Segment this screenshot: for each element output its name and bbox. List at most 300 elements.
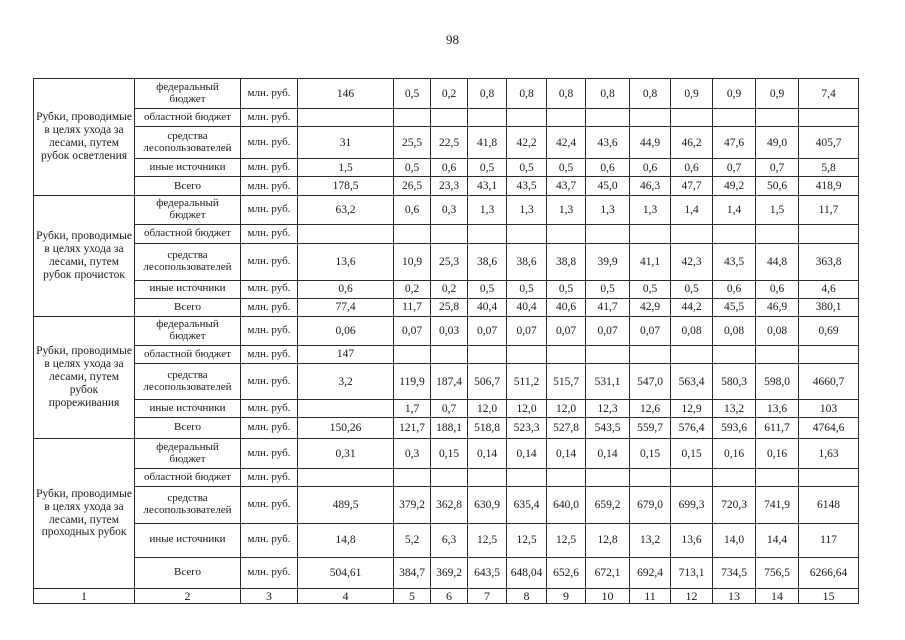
value-cell: 46,3 xyxy=(630,177,671,196)
value-cell: 12,5 xyxy=(468,523,507,557)
column-number-cell: 14 xyxy=(756,588,799,603)
column-number-cell: 15 xyxy=(799,588,859,603)
table-row xyxy=(34,109,859,127)
value-cell: 0,6 xyxy=(431,159,468,177)
value-cell: 543,5 xyxy=(586,418,630,439)
unit-cell: млн. руб. xyxy=(241,316,298,345)
source-cell-federal: федеральный бюджет xyxy=(135,79,241,109)
value-cell: 0,07 xyxy=(507,316,547,345)
category-cell: Рубки, проводимые в целях ухода за лесами, путем проходных рубок xyxy=(34,439,135,589)
value-cell: 1,63 xyxy=(799,439,859,469)
table-body xyxy=(34,79,859,604)
value-cell: 0,06 xyxy=(298,316,394,345)
value-cell: 47,6 xyxy=(713,127,756,159)
value-cell: 13,6 xyxy=(298,243,394,280)
value-cell: 119,9 xyxy=(394,364,431,400)
source-cell-total: Всего xyxy=(135,418,241,439)
source-cell-regional: областной бюджет xyxy=(135,224,241,243)
value-cell: 0,3 xyxy=(394,439,431,469)
value-cell xyxy=(298,469,394,487)
value-cell: 0,6 xyxy=(394,196,431,224)
value-cell: 0,5 xyxy=(394,159,431,177)
value-cell xyxy=(298,224,394,243)
column-number-cell: 6 xyxy=(431,588,468,603)
table-row xyxy=(34,418,859,439)
unit-cell: млн. руб. xyxy=(241,224,298,243)
category-cell: Рубки, проводимые в целях ухода за лесами, путем рубок прочисток xyxy=(34,196,135,316)
value-cell: 1,3 xyxy=(507,196,547,224)
value-cell: 0,7 xyxy=(756,159,799,177)
value-cell: 0,16 xyxy=(713,439,756,469)
value-cell: 611,7 xyxy=(756,418,799,439)
source-cell-total: Всего xyxy=(135,177,241,196)
value-cell xyxy=(630,109,671,127)
value-cell: 42,9 xyxy=(630,298,671,316)
value-cell: 25,5 xyxy=(394,127,431,159)
value-cell xyxy=(671,469,713,487)
value-cell xyxy=(713,469,756,487)
value-cell: 1,4 xyxy=(671,196,713,224)
value-cell: 418,9 xyxy=(799,177,859,196)
value-cell: 384,7 xyxy=(394,557,431,588)
value-cell: 559,7 xyxy=(630,418,671,439)
value-cell: 187,4 xyxy=(431,364,468,400)
value-cell: 45,0 xyxy=(586,177,630,196)
source-cell-other: иные источники xyxy=(135,523,241,557)
value-cell: 46,2 xyxy=(671,127,713,159)
value-cell: 563,4 xyxy=(671,364,713,400)
value-cell xyxy=(507,469,547,487)
value-cell: 0,8 xyxy=(630,79,671,109)
value-cell: 40,6 xyxy=(547,298,586,316)
value-cell xyxy=(799,345,859,363)
value-cell: 648,04 xyxy=(507,557,547,588)
table-row xyxy=(34,159,859,177)
value-cell: 12,0 xyxy=(468,400,507,418)
value-cell xyxy=(630,224,671,243)
value-cell xyxy=(468,109,507,127)
source-cell-federal: федеральный бюджет xyxy=(135,196,241,224)
source-cell-other: иные источники xyxy=(135,280,241,298)
value-cell: 3,2 xyxy=(298,364,394,400)
value-cell: 0,15 xyxy=(671,439,713,469)
value-cell xyxy=(671,224,713,243)
table-row xyxy=(34,364,859,400)
value-cell: 77,4 xyxy=(298,298,394,316)
value-cell: 0,69 xyxy=(799,316,859,345)
table-row xyxy=(34,523,859,557)
value-cell: 12,0 xyxy=(507,400,547,418)
value-cell xyxy=(547,109,586,127)
value-cell xyxy=(586,224,630,243)
value-cell: 692,4 xyxy=(630,557,671,588)
column-number-cell: 3 xyxy=(241,588,298,603)
value-cell: 0,14 xyxy=(586,439,630,469)
value-cell: 0,5 xyxy=(394,79,431,109)
value-cell xyxy=(468,345,507,363)
value-cell: 379,2 xyxy=(394,487,431,523)
unit-cell: млн. руб. xyxy=(241,159,298,177)
value-cell: 0,2 xyxy=(394,280,431,298)
value-cell: 12,5 xyxy=(507,523,547,557)
value-cell xyxy=(586,469,630,487)
table-row xyxy=(34,487,859,523)
value-cell: 41,1 xyxy=(630,243,671,280)
value-cell xyxy=(799,224,859,243)
table-row xyxy=(34,177,859,196)
value-cell: 652,6 xyxy=(547,557,586,588)
value-cell xyxy=(713,109,756,127)
value-cell: 44,8 xyxy=(756,243,799,280)
value-cell: 527,8 xyxy=(547,418,586,439)
value-cell: 23,3 xyxy=(431,177,468,196)
value-cell: 103 xyxy=(799,400,859,418)
unit-cell: млн. руб. xyxy=(241,280,298,298)
value-cell: 45,5 xyxy=(713,298,756,316)
value-cell: 40,4 xyxy=(507,298,547,316)
value-cell: 0,8 xyxy=(507,79,547,109)
unit-cell: млн. руб. xyxy=(241,243,298,280)
table-row xyxy=(34,469,859,487)
value-cell: 13,2 xyxy=(713,400,756,418)
value-cell: 12,0 xyxy=(547,400,586,418)
column-number-cell: 12 xyxy=(671,588,713,603)
value-cell xyxy=(547,224,586,243)
value-cell: 0,15 xyxy=(630,439,671,469)
value-cell: 362,8 xyxy=(431,487,468,523)
value-cell xyxy=(298,400,394,418)
column-number-cell: 13 xyxy=(713,588,756,603)
value-cell xyxy=(507,345,547,363)
value-cell: 25,8 xyxy=(431,298,468,316)
table-row xyxy=(34,196,859,224)
page-number: 98 xyxy=(446,32,459,47)
table-row xyxy=(34,345,859,363)
source-cell-other: иные источники xyxy=(135,400,241,418)
value-cell: 0,2 xyxy=(431,79,468,109)
value-cell: 511,2 xyxy=(507,364,547,400)
value-cell: 39,9 xyxy=(586,243,630,280)
value-cell: 49,0 xyxy=(756,127,799,159)
value-cell: 506,7 xyxy=(468,364,507,400)
value-cell: 5,8 xyxy=(799,159,859,177)
value-cell: 13,6 xyxy=(671,523,713,557)
value-cell: 1,5 xyxy=(756,196,799,224)
value-cell: 0,6 xyxy=(586,159,630,177)
value-cell: 49,2 xyxy=(713,177,756,196)
value-cell: 38,8 xyxy=(547,243,586,280)
value-cell: 25,3 xyxy=(431,243,468,280)
value-cell: 41,8 xyxy=(468,127,507,159)
value-cell: 0,5 xyxy=(671,280,713,298)
value-cell: 47,7 xyxy=(671,177,713,196)
value-cell: 1,3 xyxy=(468,196,507,224)
value-cell xyxy=(507,109,547,127)
value-cell: 0,5 xyxy=(630,280,671,298)
value-cell: 0,08 xyxy=(756,316,799,345)
value-cell: 43,7 xyxy=(547,177,586,196)
value-cell: 1,3 xyxy=(547,196,586,224)
value-cell xyxy=(756,469,799,487)
value-cell: 363,8 xyxy=(799,243,859,280)
value-cell: 10,9 xyxy=(394,243,431,280)
value-cell xyxy=(756,224,799,243)
value-cell xyxy=(298,109,394,127)
column-number-cell: 10 xyxy=(586,588,630,603)
value-cell: 679,0 xyxy=(630,487,671,523)
value-cell: 0,6 xyxy=(756,280,799,298)
value-cell: 188,1 xyxy=(431,418,468,439)
value-cell: 1,7 xyxy=(394,400,431,418)
value-cell: 0,07 xyxy=(468,316,507,345)
value-cell: 41,7 xyxy=(586,298,630,316)
table-row xyxy=(34,298,859,316)
value-cell xyxy=(630,345,671,363)
category-cell: Рубки, проводимые в целях ухода за лесами, путем рубок прореживания xyxy=(34,316,135,438)
value-cell: 734,5 xyxy=(713,557,756,588)
column-number-cell: 4 xyxy=(298,588,394,603)
value-cell: 0,9 xyxy=(713,79,756,109)
unit-cell: млн. руб. xyxy=(241,109,298,127)
value-cell: 531,1 xyxy=(586,364,630,400)
column-number-cell: 7 xyxy=(468,588,507,603)
value-cell xyxy=(431,469,468,487)
column-number-cell: 9 xyxy=(547,588,586,603)
column-number-cell: 11 xyxy=(630,588,671,603)
value-cell: 13,6 xyxy=(756,400,799,418)
value-cell: 380,1 xyxy=(799,298,859,316)
value-cell: 0,07 xyxy=(547,316,586,345)
value-cell: 11,7 xyxy=(394,298,431,316)
value-cell: 14,0 xyxy=(713,523,756,557)
column-number-cell: 1 xyxy=(34,588,135,603)
value-cell: 146 xyxy=(298,79,394,109)
table-row xyxy=(34,557,859,588)
value-cell: 0,7 xyxy=(713,159,756,177)
value-cell xyxy=(630,469,671,487)
value-cell xyxy=(507,224,547,243)
value-cell: 0,6 xyxy=(630,159,671,177)
value-cell: 720,3 xyxy=(713,487,756,523)
source-cell-users: средства лесопользователей xyxy=(135,364,241,400)
value-cell: 0,07 xyxy=(394,316,431,345)
value-cell: 0,8 xyxy=(547,79,586,109)
value-cell: 756,5 xyxy=(756,557,799,588)
value-cell: 43,5 xyxy=(713,243,756,280)
value-cell xyxy=(586,345,630,363)
value-cell: 50,6 xyxy=(756,177,799,196)
value-cell: 4,6 xyxy=(799,280,859,298)
value-cell: 598,0 xyxy=(756,364,799,400)
value-cell: 0,9 xyxy=(671,79,713,109)
column-number-cell: 2 xyxy=(135,588,241,603)
unit-cell: млн. руб. xyxy=(241,418,298,439)
value-cell: 117 xyxy=(799,523,859,557)
value-cell: 38,6 xyxy=(468,243,507,280)
value-cell: 4660,7 xyxy=(799,364,859,400)
table-row xyxy=(34,79,859,109)
unit-cell: млн. руб. xyxy=(241,400,298,418)
value-cell: 12,6 xyxy=(630,400,671,418)
source-cell-federal: федеральный бюджет xyxy=(135,439,241,469)
value-cell: 0,6 xyxy=(713,280,756,298)
value-cell: 121,7 xyxy=(394,418,431,439)
value-cell: 12,9 xyxy=(671,400,713,418)
unit-cell: млн. руб. xyxy=(241,298,298,316)
value-cell: 12,5 xyxy=(547,523,586,557)
value-cell: 635,4 xyxy=(507,487,547,523)
value-cell: 38,6 xyxy=(507,243,547,280)
value-cell: 640,0 xyxy=(547,487,586,523)
value-cell: 6266,64 xyxy=(799,557,859,588)
value-cell: 576,4 xyxy=(671,418,713,439)
table-row xyxy=(34,127,859,159)
unit-cell: млн. руб. xyxy=(241,439,298,469)
value-cell: 1,4 xyxy=(713,196,756,224)
category-cell: Рубки, проводимые в целях ухода за лесами, путем рубок осветления xyxy=(34,79,135,196)
value-cell: 0,07 xyxy=(586,316,630,345)
value-cell: 0,31 xyxy=(298,439,394,469)
value-cell: 11,7 xyxy=(799,196,859,224)
value-cell xyxy=(431,345,468,363)
value-cell: 42,3 xyxy=(671,243,713,280)
value-cell xyxy=(756,345,799,363)
value-cell: 0,5 xyxy=(468,280,507,298)
value-cell xyxy=(394,109,431,127)
value-cell: 44,9 xyxy=(630,127,671,159)
value-cell: 46,9 xyxy=(756,298,799,316)
value-cell: 0,6 xyxy=(671,159,713,177)
value-cell: 0,07 xyxy=(630,316,671,345)
unit-cell: млн. руб. xyxy=(241,523,298,557)
value-cell: 0,9 xyxy=(756,79,799,109)
value-cell xyxy=(756,109,799,127)
value-cell: 0,6 xyxy=(298,280,394,298)
value-cell: 1,5 xyxy=(298,159,394,177)
value-cell: 0,14 xyxy=(468,439,507,469)
value-cell xyxy=(713,224,756,243)
value-cell: 630,9 xyxy=(468,487,507,523)
value-cell xyxy=(394,224,431,243)
value-cell xyxy=(394,345,431,363)
unit-cell: млн. руб. xyxy=(241,196,298,224)
value-cell: 593,6 xyxy=(713,418,756,439)
value-cell xyxy=(671,109,713,127)
value-cell: 741,9 xyxy=(756,487,799,523)
value-cell: 672,1 xyxy=(586,557,630,588)
value-cell: 405,7 xyxy=(799,127,859,159)
value-cell: 369,2 xyxy=(431,557,468,588)
value-cell: 150,26 xyxy=(298,418,394,439)
source-cell-federal: федеральный бюджет xyxy=(135,316,241,345)
value-cell: 523,3 xyxy=(507,418,547,439)
value-cell: 659,2 xyxy=(586,487,630,523)
value-cell: 0,7 xyxy=(431,400,468,418)
table-row xyxy=(34,280,859,298)
budget-table xyxy=(33,78,859,604)
table-row xyxy=(34,400,859,418)
value-cell: 22,5 xyxy=(431,127,468,159)
value-cell: 14,8 xyxy=(298,523,394,557)
value-cell: 44,2 xyxy=(671,298,713,316)
value-cell xyxy=(713,345,756,363)
value-cell: 699,3 xyxy=(671,487,713,523)
value-cell: 0,5 xyxy=(507,159,547,177)
unit-cell: млн. руб. xyxy=(241,487,298,523)
value-cell: 0,15 xyxy=(431,439,468,469)
source-cell-users: средства лесопользователей xyxy=(135,487,241,523)
value-cell: 0,14 xyxy=(547,439,586,469)
value-cell xyxy=(547,345,586,363)
source-cell-regional: областной бюджет xyxy=(135,109,241,127)
value-cell: 518,8 xyxy=(468,418,507,439)
value-cell: 178,5 xyxy=(298,177,394,196)
value-cell: 4764,6 xyxy=(799,418,859,439)
value-cell: 12,8 xyxy=(586,523,630,557)
value-cell: 0,5 xyxy=(468,159,507,177)
value-cell: 31 xyxy=(298,127,394,159)
source-cell-total: Всего xyxy=(135,298,241,316)
value-cell: 0,08 xyxy=(671,316,713,345)
table-row xyxy=(34,439,859,469)
value-cell xyxy=(468,224,507,243)
unit-cell: млн. руб. xyxy=(241,79,298,109)
value-cell xyxy=(468,469,507,487)
value-cell xyxy=(394,469,431,487)
value-cell: 43,5 xyxy=(507,177,547,196)
source-cell-users: средства лесопользователей xyxy=(135,243,241,280)
value-cell: 1,3 xyxy=(586,196,630,224)
value-cell: 515,7 xyxy=(547,364,586,400)
value-cell: 0,14 xyxy=(507,439,547,469)
value-cell xyxy=(799,109,859,127)
value-cell: 504,61 xyxy=(298,557,394,588)
value-cell: 6148 xyxy=(799,487,859,523)
value-cell: 0,8 xyxy=(468,79,507,109)
value-cell: 0,3 xyxy=(431,196,468,224)
value-cell: 14,4 xyxy=(756,523,799,557)
unit-cell: млн. руб. xyxy=(241,127,298,159)
unit-cell: млн. руб. xyxy=(241,364,298,400)
value-cell: 26,5 xyxy=(394,177,431,196)
value-cell: 489,5 xyxy=(298,487,394,523)
value-cell: 0,2 xyxy=(431,280,468,298)
value-cell: 0,5 xyxy=(547,159,586,177)
unit-cell: млн. руб. xyxy=(241,469,298,487)
value-cell: 7,4 xyxy=(799,79,859,109)
table-row xyxy=(34,316,859,345)
column-number-cell: 5 xyxy=(394,588,431,603)
source-cell-total: Всего xyxy=(135,557,241,588)
value-cell: 547,0 xyxy=(630,364,671,400)
unit-cell: млн. руб. xyxy=(241,177,298,196)
unit-cell: млн. руб. xyxy=(241,557,298,588)
unit-cell: млн. руб. xyxy=(241,345,298,363)
value-cell xyxy=(547,469,586,487)
value-cell xyxy=(799,469,859,487)
column-number-row xyxy=(34,588,859,603)
value-cell: 0,5 xyxy=(507,280,547,298)
value-cell: 0,16 xyxy=(756,439,799,469)
value-cell xyxy=(586,109,630,127)
value-cell xyxy=(431,109,468,127)
value-cell: 42,2 xyxy=(507,127,547,159)
value-cell: 580,3 xyxy=(713,364,756,400)
value-cell: 0,8 xyxy=(586,79,630,109)
value-cell: 0,5 xyxy=(547,280,586,298)
value-cell: 40,4 xyxy=(468,298,507,316)
value-cell xyxy=(431,224,468,243)
